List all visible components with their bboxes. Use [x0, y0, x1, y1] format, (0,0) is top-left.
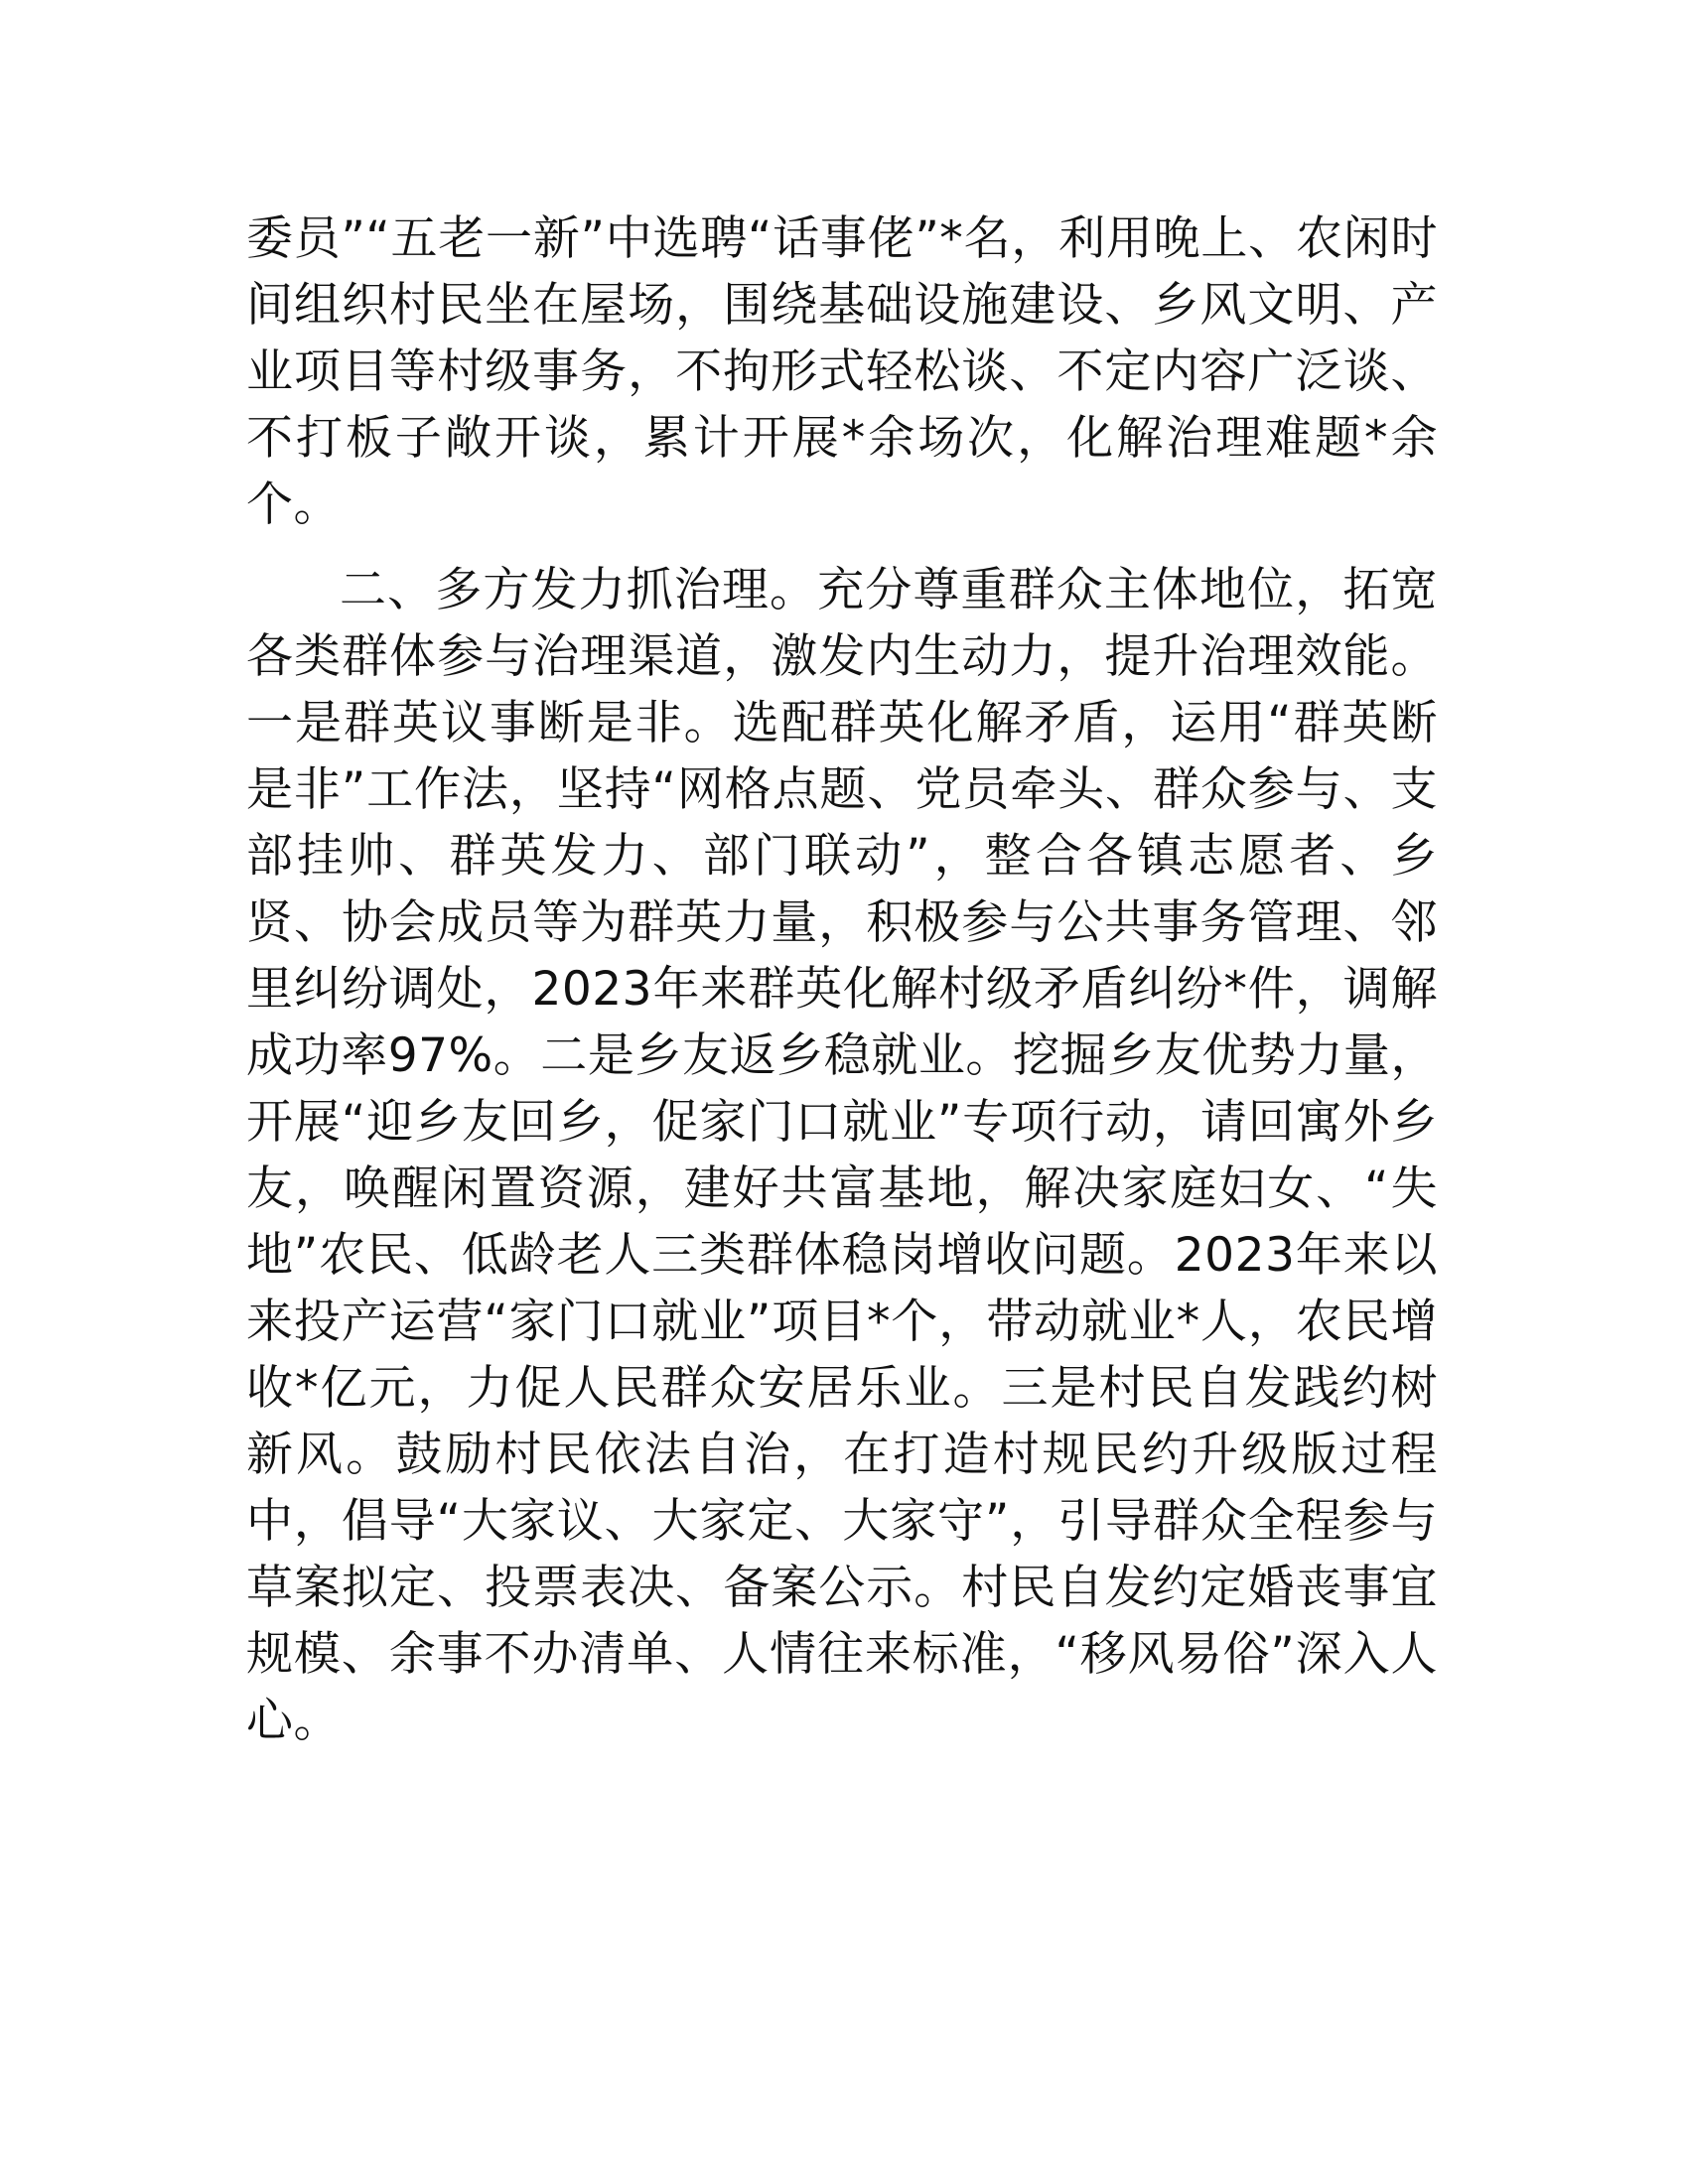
paragraph-section-two: 二、多方发力抓治理。充分尊重群众主体地位，拓宽各类群体参与治理渠道，激发内生动力，提升治理效能。一是群英议事断是非。选配群英化解矛盾，运用“群英断是非”工作法，坚持“网格点题、党员牵头、群众参与、支部挂帅、群英发力、部门联动”，整合各镇志愿者、乡贤、协会成员等为群英力量，积极参与公共事务管理、邻里纠纷调处，2023年来群英化解村级矛盾纠纷*件，调解成功率97%。二是乡友返乡稳就业。挖掘乡友优势力量，开展“迎乡友回乡，促家门口就业”专项行动，请回寓外乡友，唤醒闲置资源，建好共富基地，解决家庭妇女、“失地”农民、低龄老人三类群体稳岗增收问题。2023年来以来投产运营“家门口就业”项目*个，带动就业*人，农民增收*亿元，力促人民群众安居乐业。三是村民自发践约树新风。鼓励村民依法自治，在打造村规民约升级版过程中，倡导“大家议、大家定、大家守”，引导群众全程参与草案拟定、投票表决、备案公示。村民自发约定婚丧事宜规模、余事不办清单、人情往来标准，“移风易俗”深入人心。 — [246, 563, 1438, 1748]
paragraph-continued: 委员”“五老一新”中选聘“话事佬”*名，利用晚上、农闲时间组织村民坐在屋场，围绕基础设施建设、乡风文明、产业项目等村级事务，不拘形式轻松谈、不定内容广泛谈、不打板子敞开谈，累计开展*余场次，化解治理难题*余个。 — [246, 211, 1438, 532]
document-page — [246, 205, 1438, 1754]
